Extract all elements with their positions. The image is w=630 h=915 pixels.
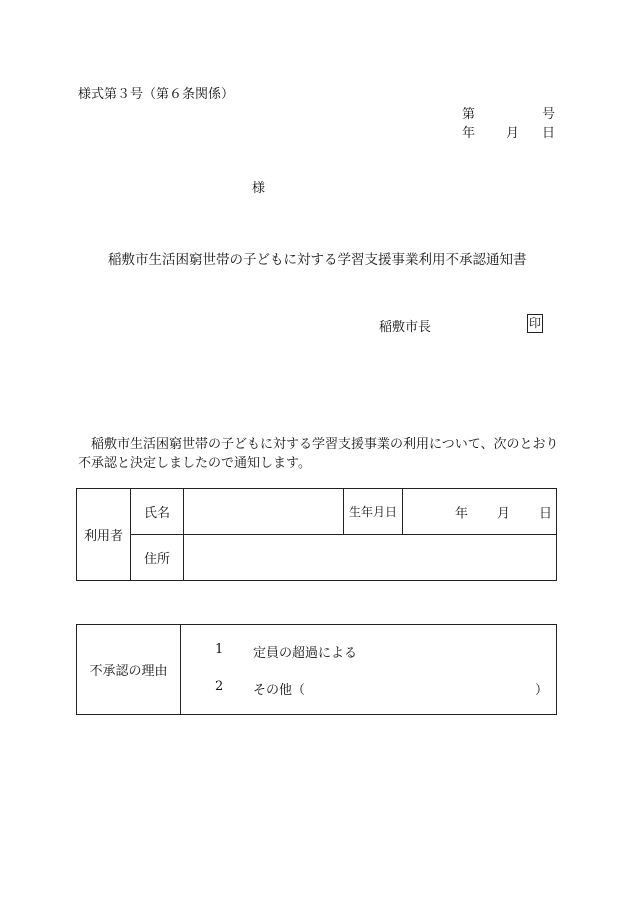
reason-number: 1	[215, 642, 224, 657]
reason-text: 定員の超過による	[253, 646, 358, 661]
birthdate-label: 生年月日	[344, 489, 403, 535]
user-group-label: 利用者	[77, 489, 131, 581]
birth-month: 月	[497, 506, 511, 521]
number-suffix: 号	[541, 107, 555, 122]
reason-options	[181, 625, 557, 715]
seal-mark: 印	[527, 314, 543, 333]
document-title: 稲敷市生活困窮世帯の子どもに対する学習支援事業利用不承認通知書	[108, 252, 527, 268]
birth-day: 日	[539, 506, 553, 521]
reason-close-paren: ）	[534, 683, 548, 698]
reason-label: 不承認の理由	[77, 625, 181, 715]
number-prefix: 第	[462, 107, 476, 122]
reason-number: 2	[215, 679, 224, 694]
address-label: 住所	[131, 535, 184, 581]
birthdate-field	[403, 489, 557, 535]
reason-text: その他（	[253, 683, 306, 698]
form-number: 様式第３号（第６条関係）	[78, 87, 235, 102]
notice-body-text: 稲敷市生活困窮世帯の子どもに対する学習支援事業の利用について、次のとおり不承認と決定しましたので通知します。	[78, 437, 559, 471]
notice-body	[78, 435, 560, 473]
birth-year: 年	[455, 506, 469, 521]
name-field	[184, 489, 344, 535]
issuer-name: 稲敷市長	[379, 320, 432, 335]
date-day: 日	[541, 126, 555, 141]
addressee: 様	[252, 181, 266, 196]
reason-table	[76, 624, 557, 715]
user-table	[76, 488, 557, 581]
date-month: 月	[506, 126, 520, 141]
name-label: 氏名	[131, 489, 184, 535]
date-year: 年	[462, 126, 476, 141]
address-field	[184, 535, 557, 581]
